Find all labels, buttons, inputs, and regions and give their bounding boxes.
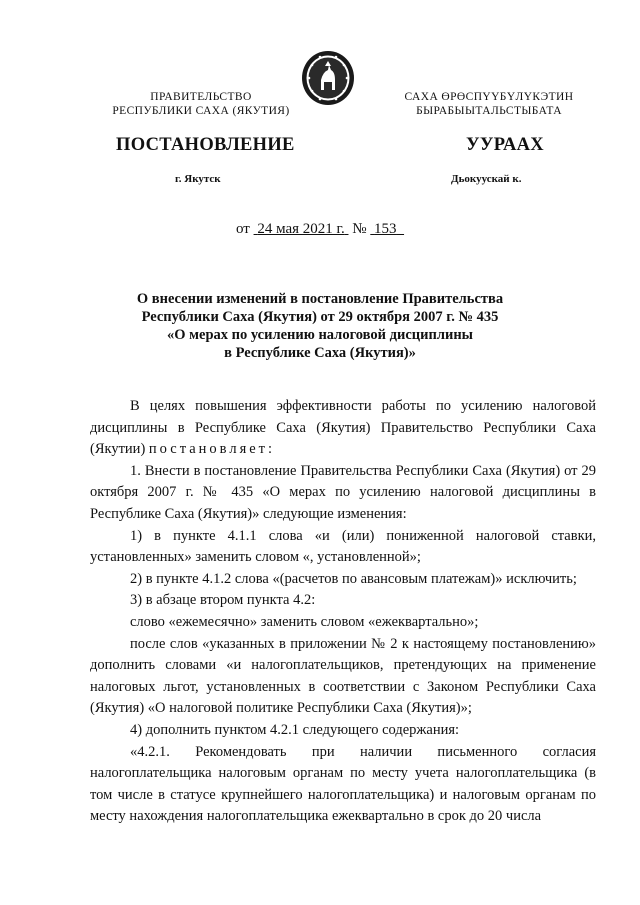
spaced-word: постановляет: — [148, 441, 276, 458]
paragraph: В целях повышения эффективности работы по усилению налоговой дисциплины в Республике Саха (Якутия) Правительство Республики Саха (Якутии) постановляет: — [90, 398, 596, 458]
title-line1: О внесении изменений в постановление Правительства — [136, 291, 504, 307]
paragraph: 1. Внести в постановление Правительства Республики Саха (Якутия) от 29 октября 2007 г. № 435 «О мерах по усилению налоговой дисциплины в Республике Саха (Якутия)» следующие изменения: — [90, 462, 596, 522]
header-left-line1: ПРАВИТЕЛЬСТВО — [150, 91, 252, 103]
paragraph: 3) в абзаце втором пункта 4.2: — [130, 592, 316, 609]
title-line2: Республики Саха (Якутия) от 29 октября 2007 г. № 435 — [141, 309, 499, 325]
government-name-sah — [384, 90, 594, 118]
document-number: 153 — [374, 221, 397, 237]
paragraph: «4.2.1. Рекомендовать при наличии письменного согласия налогоплательщика налоговым органам по месту учета налогоплательщика (в том числе в статусе крупнейшего налогоплательщика) и налоговым органам по месту нахождения налогоплательщика ежеквартально в срок до 20 числа — [90, 743, 596, 825]
paragraph: 4) дополнить пунктом 4.2.1 следующего содержания: — [130, 721, 460, 738]
city-sah: Дьокуускай к. — [451, 173, 522, 185]
document-body — [90, 396, 596, 828]
paragraph: слово «ежемесячно» заменить словом «ежеквартально»; — [130, 613, 479, 630]
document-date: 24 мая 2021 г. — [257, 221, 345, 237]
number-label: № — [352, 221, 367, 237]
city-ru: г. Якутск — [175, 173, 221, 185]
coat-of-arms-icon — [301, 50, 355, 106]
title-line4: в Республике Саха (Якутия)» — [224, 345, 416, 361]
title-line3: «О мерах по усилению налоговой дисциплины — [166, 327, 473, 343]
date-number-line — [0, 221, 640, 238]
paragraph: 2) в пункте 4.1.2 слова «(расчетов по авансовым платежам)» исключить; — [130, 570, 577, 587]
header-left-line2: РЕСПУБЛИКИ САХА (ЯКУТИЯ) — [112, 105, 290, 117]
government-name-ru — [96, 90, 306, 118]
date-prefix: от — [235, 221, 250, 237]
document-title — [120, 290, 520, 362]
paragraph: 1) в пункте 4.1.1 слова «и (или) пониженной налоговой ставки, установленных» заменить словом «, установленной»; — [90, 527, 596, 566]
header-right-line2: БЫРАБЫЫТАЛЬСТЫБАТА — [416, 105, 562, 117]
doctype-sah: УУРААХ — [466, 135, 544, 155]
doctype-ru: ПОСТАНОВЛЕНИЕ — [116, 135, 295, 155]
header-right-line1: САХА ӨРӨСПҮҮБҮЛҮКЭТИН — [404, 91, 574, 103]
paragraph: после слов «указанных в приложении № 2 к настоящему постановлению» дополнить словами «и налогоплательщиков, претендующих на применение налоговых льгот, установленных в соответствии с Законом Республики Саха (Якутия) «О налоговой политике Республики Саха (Якутия)»; — [90, 635, 596, 717]
